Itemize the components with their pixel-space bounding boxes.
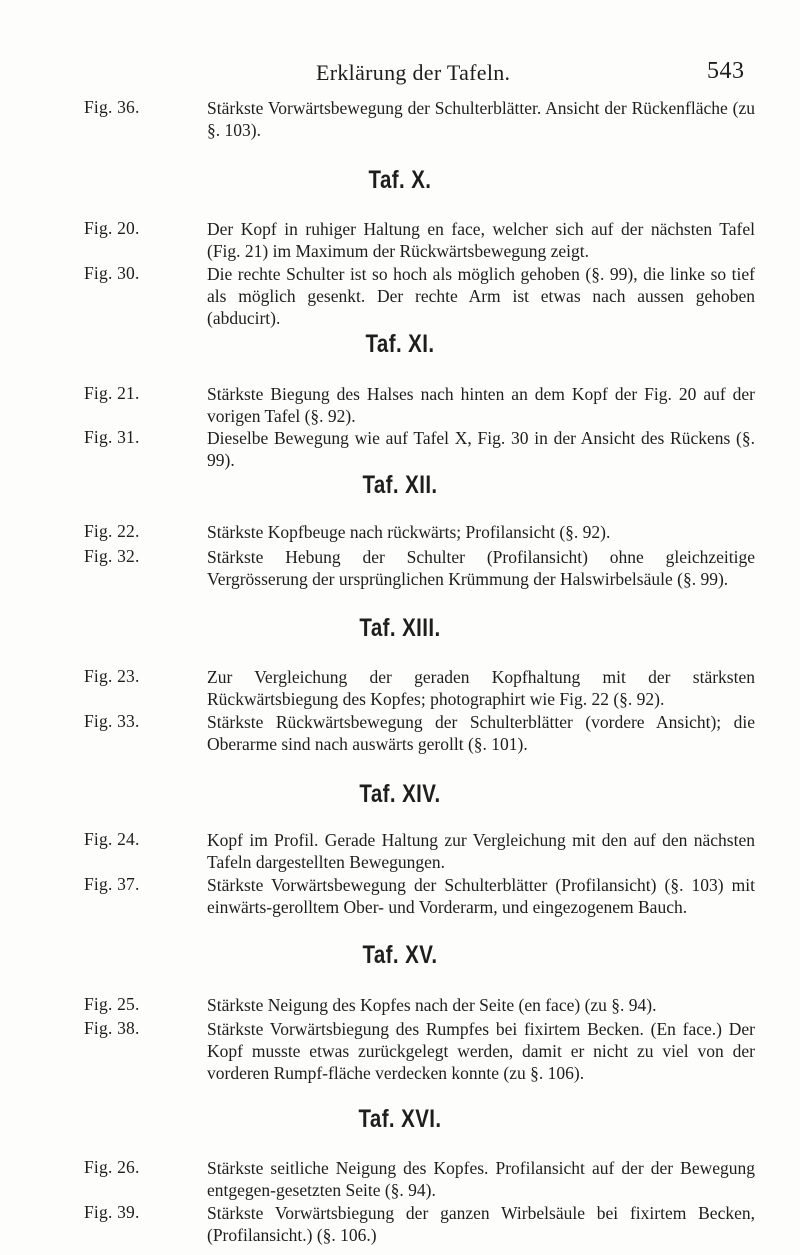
plate-heading: Taf. XIII. [359, 614, 441, 642]
figure-label: Fig. 39. [84, 1202, 140, 1222]
figure-label: Fig. 23. [84, 666, 140, 686]
running-title: Erklärung der Tafeln. [316, 60, 511, 85]
figure-description: Stärkste Vorwärtsbewegung der Schulterblätter (Profilansicht) (§. 103) mit einwärts-gerolltem Ober- und Vorderarm, und eingezogenem Bauch. [207, 875, 755, 917]
figure-description: Stärkste Vorwärtsbiegung des Rumpfes bei fixirtem Becken. (En face.) Der Kopf musste etwas zurückgelegt werden, damit er nicht zu viel von der vorderen Rumpf-fläche verdecken konnte (zu §. 106). [207, 1019, 755, 1083]
figure-label: Fig. 21. [84, 383, 140, 403]
figure-description: Zur Vergleichung der geraden Kopfhaltung mit der stärksten Rückwärtsbiegung des Kopfes; photographirt wie Fig. 22 (§. 92). [207, 667, 755, 709]
running-head [0, 60, 800, 90]
figure-description: Kopf im Profil. Gerade Haltung zur Vergleichung mit den auf den nächsten Tafeln dargestellten Bewegungen. [207, 830, 755, 872]
figure-label: Fig. 38. [84, 1018, 140, 1038]
plate-heading: Taf. X. [368, 166, 432, 194]
figure-label: Fig. 30. [84, 263, 140, 283]
figure-description: Stärkste Hebung der Schulter (Profilansicht) ohne gleichzeitige Vergrösserung der ursprünglichen Krümmung der Halswirbelsäule (§. 99). [207, 547, 755, 589]
plate-heading: Taf. XV. [362, 941, 438, 969]
figure-label: Fig. 22. [84, 521, 140, 541]
figure-description: Stärkste Neigung des Kopfes nach der Seite (en face) (zu §. 94). [207, 995, 657, 1015]
figure-label: Fig. 24. [84, 829, 140, 849]
plate-heading: Taf. XVI. [358, 1105, 442, 1133]
plate-heading: Taf. XII. [362, 471, 438, 499]
figure-description: Stärkste Biegung des Halses nach hinten an dem Kopf der Fig. 20 auf der vorigen Tafel (§. 92). [207, 384, 755, 426]
figure-label: Fig. 26. [84, 1157, 140, 1177]
figure-description: Dieselbe Bewegung wie auf Tafel X, Fig. 30 in der Ansicht des Rückens (§. 99). [207, 428, 755, 470]
figure-label: Fig. 32. [84, 546, 140, 566]
figure-description: Stärkste seitliche Neigung des Kopfes. Profilansicht auf der der Bewegung entgegen-gesetzten Seite (§. 94). [207, 1158, 755, 1200]
plate-heading: Taf. XI. [365, 330, 435, 358]
figure-description: Der Kopf in ruhiger Haltung en face, welcher sich auf der nächsten Tafel (Fig. 21) im Maximum der Rückwärtsbewegung zeigt. [207, 219, 755, 261]
figure-label: Fig. 37. [84, 874, 140, 894]
figure-label: Fig. 25. [84, 994, 140, 1014]
figure-label: Fig. 20. [84, 218, 140, 238]
figure-description: Stärkste Vorwärtsbiegung der ganzen Wirbelsäule bei fixirtem Becken, (Profilansicht.) (§. 106.) [207, 1203, 755, 1245]
figure-label: Fig. 33. [84, 711, 140, 731]
figure-label: Fig. 31. [84, 427, 140, 447]
figure-description: Stärkste Kopfbeuge nach rückwärts; Profilansicht (§. 92). [207, 522, 611, 542]
figure-description: Stärkste Vorwärtsbewegung der Schulterblätter. Ansicht der Rückenfläche (zu §. 103). [207, 98, 755, 140]
figure-label: Fig. 36. [84, 97, 140, 117]
figure-description: Stärkste Rückwärtsbewegung der Schulterblätter (vordere Ansicht); die Oberarme sind nach auswärts gerollt (§. 101). [207, 712, 755, 754]
page-number: 543 [707, 58, 745, 84]
figure-description: Die rechte Schulter ist so hoch als möglich gehoben (§. 99), die linke so tief als möglich gesenkt. Der rechte Arm ist etwas nach aussen gehoben (abducirt). [207, 264, 755, 328]
plate-heading: Taf. XIV. [359, 780, 441, 808]
